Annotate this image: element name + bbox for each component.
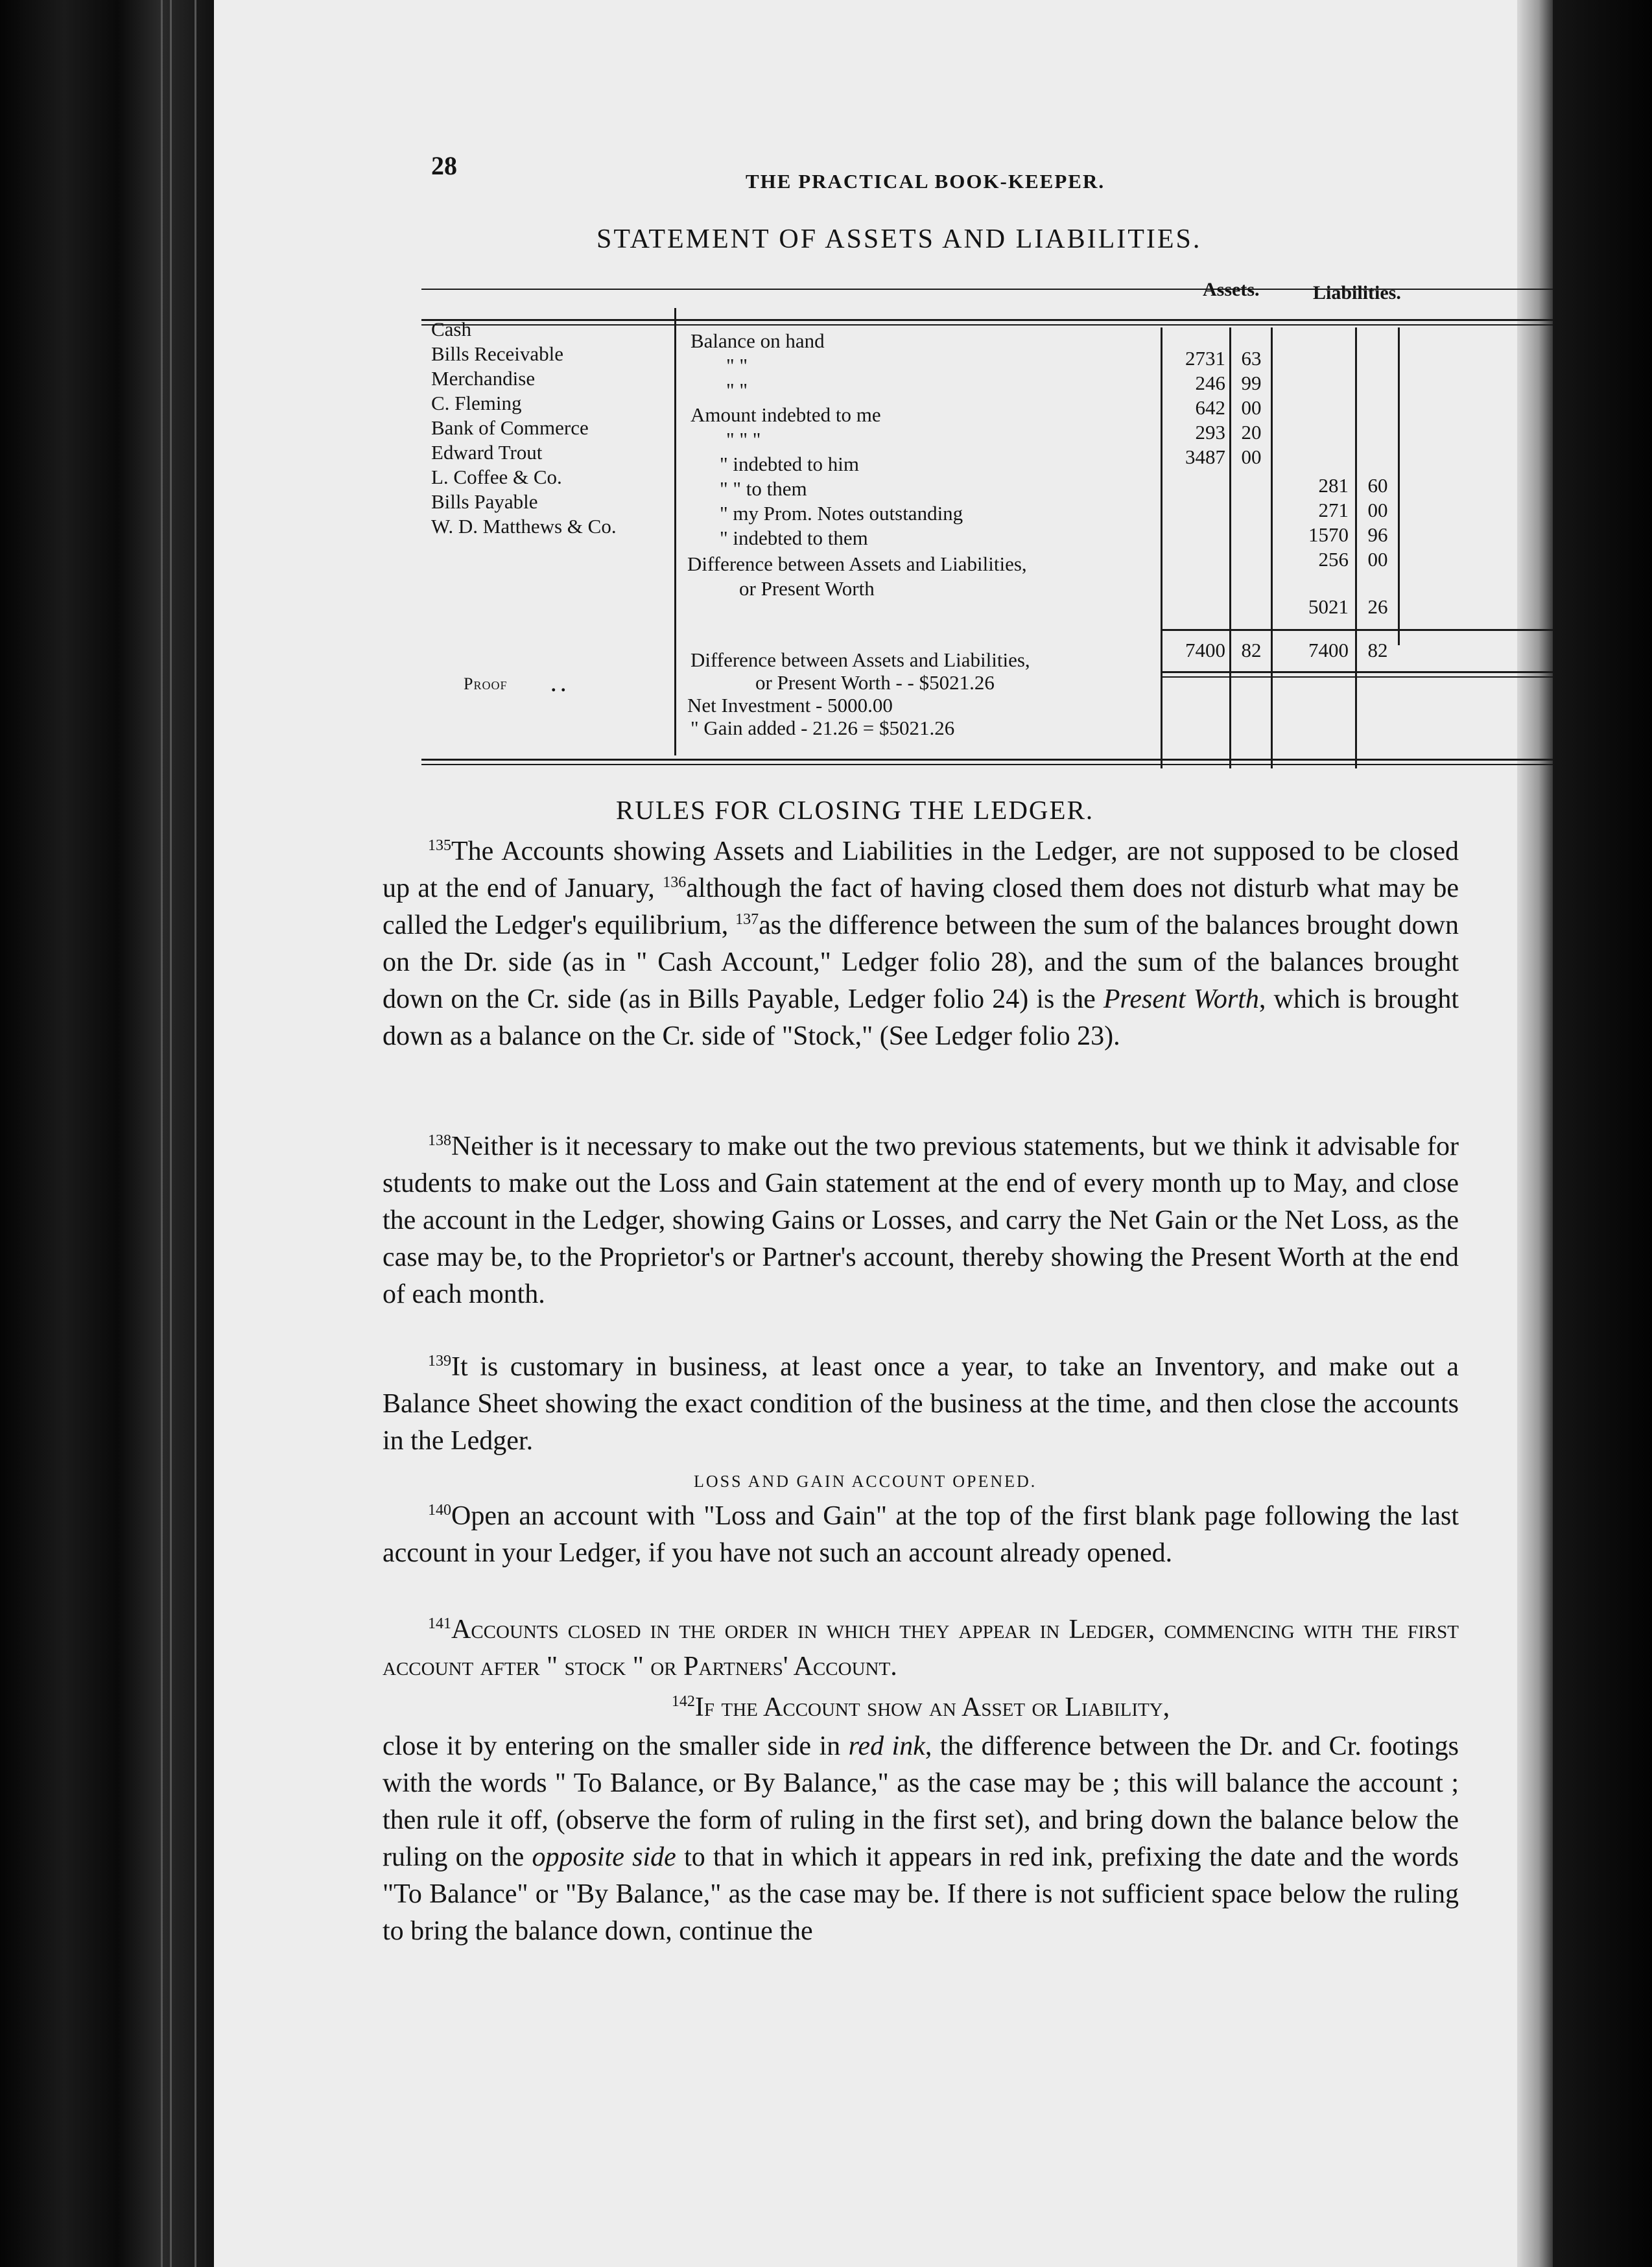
totals-double-rule [1161, 671, 1553, 673]
liab-col-right [1398, 327, 1400, 645]
assets-cents-divider [1229, 327, 1231, 768]
account-name: L. Coffee & Co. [431, 466, 562, 488]
asset-amount: 642 [1195, 396, 1225, 419]
assets-col-right [1271, 327, 1273, 768]
para-number: 136 [663, 874, 687, 891]
difference-cents: 26 [1367, 595, 1388, 618]
para-number: 142 [671, 1693, 695, 1710]
row-description: Amount indebted to me [690, 403, 881, 426]
para-text: , the difference between the Dr. and Cr. footings with the words " To Balance, or By Balance," as the case may be ; this will balance the account ; then rule it off, (observe the form of ruling in the first set), and bring down the balance below the ruling on the [383, 1731, 1459, 1872]
para-number: 137 [735, 911, 759, 928]
para-text: The Accounts showing Assets and Liabilities in the Ledger, are not supposed to be closed up at the end of January, [383, 837, 1459, 903]
para-text: to that in which it appears in red ink, prefixing the date and the words "To Balance" or "By Balance," as the case may be. If there is not sufficient space below the ruling to bring the balance down, continue the [383, 1842, 1459, 1946]
para-italic: opposite side [532, 1842, 676, 1872]
para-number: 141 [428, 1615, 451, 1632]
assets-header: Assets. [1203, 279, 1260, 300]
asset-amount: 293 [1195, 421, 1225, 444]
liability-cents: 60 [1367, 474, 1388, 497]
account-name: W. D. Matthews & Co. [431, 515, 617, 538]
proof-line-3: Net Investment - 5000.00 [687, 694, 893, 717]
para-text: as the difference between the sum of the balances brought down on the Dr. side (as in " Cash Account," Ledger folio 28), and the sum of the balances brought down on the Cr. side (as in Bills Payable, Ledger folio 24) is the [383, 910, 1459, 1014]
para-number: 138 [428, 1132, 451, 1149]
paragraph-142 [383, 1728, 1459, 1950]
table-divider [674, 308, 676, 755]
paragraph-142-heading [383, 1689, 1459, 1726]
asset-cents: 99 [1241, 372, 1262, 394]
para-number: 139 [428, 1353, 451, 1370]
liab-cents-divider [1355, 327, 1357, 768]
row-description: " my Prom. Notes outstanding [720, 502, 963, 525]
total-liabilities-cents: 82 [1367, 639, 1388, 661]
liability-cents: 96 [1367, 523, 1388, 546]
asset-cents: 63 [1241, 347, 1262, 370]
para-text: It is customary in business, at least once a year, to take an Inventory, and make out a Balance Sheet showing the exact condition of the business at the time, and then close the accounts in the Ledger. [383, 1352, 1459, 1456]
asset-cents: 00 [1241, 445, 1262, 468]
total-assets-cents: 82 [1241, 639, 1262, 661]
difference-amount: 5021 [1308, 595, 1349, 618]
paragraph-141 [383, 1611, 1459, 1685]
account-name: Edward Trout [431, 441, 543, 464]
header-rule-double [421, 324, 1553, 326]
proof-line-2: or Present Worth - - $5021.26 [755, 671, 995, 694]
para-text: Neither is it necessary to make out the two previous statements, but we think it advisable for students to make out the Loss and Gain statement at the end of every month up to May, and close the account in the Ledger, showing Gains or Losses, and carry the Net Gain or the Net Loss, as the case may be, to the Proprietor's or Partner's account, thereby showing the Present Worth at the end of each month. [383, 1132, 1459, 1309]
row-description: Balance on hand [690, 329, 825, 352]
row-description: " " " [726, 428, 761, 451]
asset-cents: 00 [1241, 396, 1262, 419]
liabilities-header: Liabilities. [1313, 282, 1401, 303]
page-number: 28 [431, 151, 457, 180]
statement-title: STATEMENT OF ASSETS AND LIABILITIES. [596, 224, 1202, 254]
difference-line-1: Difference between Assets and Liabilities, [687, 552, 1027, 575]
row-description: " indebted to them [720, 527, 868, 549]
liability-cents: 00 [1367, 548, 1388, 571]
scan-border-right [1553, 0, 1652, 2267]
page-fold-shadow [1517, 0, 1553, 2267]
row-description: " " [726, 379, 748, 401]
para-number: 140 [428, 1502, 451, 1519]
asset-amount: 246 [1195, 372, 1225, 394]
paragraph-135 [383, 833, 1459, 1055]
total-liabilities: 7400 [1308, 639, 1349, 661]
paragraph-140 [383, 1498, 1459, 1572]
rules-title: RULES FOR CLOSING THE LEDGER. [616, 795, 1094, 825]
totals-double-rule [1161, 676, 1553, 678]
para-text: Accounts closed in the order in which they appear in Ledger, commencing with the first account after " stock " or Partners' Account. [383, 1615, 1459, 1681]
account-name: Bills Payable [431, 490, 538, 513]
proof-line-1: Difference between Assets and Liabilities, [690, 648, 1030, 671]
header-rule [421, 319, 1553, 321]
proof-line-4: " Gain added - 21.26 = $5021.26 [690, 717, 955, 739]
asset-amount: 2731 [1185, 347, 1225, 370]
para-text: close it by entering on the smaller side in [383, 1731, 841, 1761]
asset-cents: 20 [1241, 421, 1262, 444]
proof-dots: . . [551, 674, 566, 696]
asset-amount: 3487 [1185, 445, 1225, 468]
total-assets: 7400 [1185, 639, 1225, 661]
liability-amount: 256 [1318, 548, 1349, 571]
row-description: " indebted to him [720, 453, 859, 475]
liability-amount: 271 [1318, 499, 1349, 521]
paragraph-138 [383, 1128, 1459, 1313]
para-italic: Present Worth [1103, 984, 1259, 1014]
para-number: 135 [428, 837, 451, 854]
paragraph-139 [383, 1349, 1459, 1460]
film-edge-line [170, 0, 172, 2267]
para-text: Open an account with "Loss and Gain" at the top of the first blank page following the last account in your Ledger, if you have not such an account already opened. [383, 1501, 1459, 1568]
account-name: Merchandise [431, 367, 536, 390]
account-name: Bills Receivable [431, 342, 564, 365]
film-edge-line [161, 0, 163, 2267]
book-page [214, 0, 1553, 2267]
totals-rule [1161, 629, 1553, 631]
liability-cents: 00 [1367, 499, 1388, 521]
para-text: although the fact of having closed them does not disturb what may be called the Ledger's equilibrium, [383, 873, 1459, 940]
account-name: Cash [431, 318, 471, 340]
proof-label: Proof [464, 674, 508, 693]
row-description: " " [726, 354, 748, 377]
liability-amount: 1570 [1308, 523, 1349, 546]
row-description: " " to them [720, 477, 807, 500]
account-name: Bank of Commerce [431, 416, 589, 439]
running-head: THE PRACTICAL BOOK-KEEPER. [746, 170, 1105, 193]
para-text: If the Account show an Asset or Liability, [694, 1692, 1170, 1722]
difference-line-2: or Present Worth [739, 577, 875, 600]
loss-gain-title: LOSS AND GAIN ACCOUNT OPENED. [694, 1472, 1037, 1491]
account-name: C. Fleming [431, 392, 522, 414]
liability-amount: 281 [1318, 474, 1349, 497]
para-text: , which is brought down as a balance on the Cr. side of "Stock," (See Ledger folio 23). [383, 984, 1459, 1051]
table-bottom-rule-double [421, 764, 1553, 765]
film-edge-line [195, 0, 196, 2267]
scan-border-left [0, 0, 214, 2267]
table-bottom-rule [421, 759, 1553, 761]
para-italic: red ink [848, 1731, 925, 1761]
